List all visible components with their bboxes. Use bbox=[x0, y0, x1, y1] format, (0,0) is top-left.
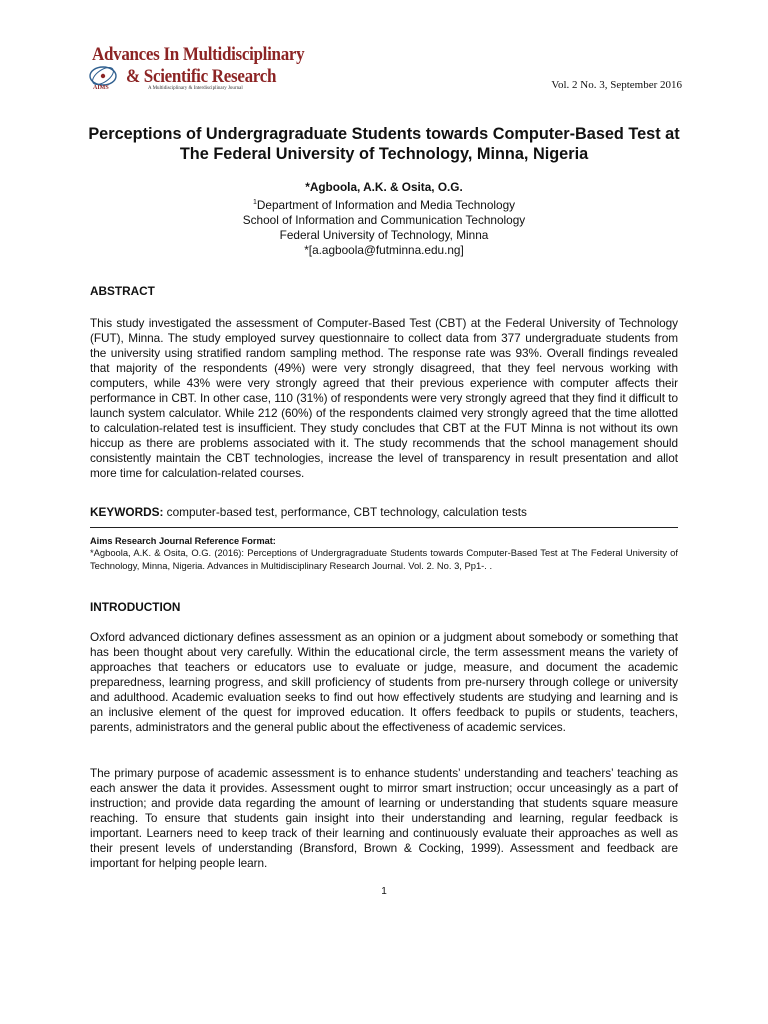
volume-info: Vol. 2 No. 3, September 2016 bbox=[551, 79, 682, 91]
aims-emblem-icon bbox=[88, 63, 118, 91]
introduction-heading: INTRODUCTION bbox=[90, 600, 181, 614]
journal-name-line1: Advances In Multidisciplinary bbox=[92, 43, 305, 65]
journal-subtitle: A Multidisciplinary & Interdisciplinary Journal bbox=[148, 86, 243, 91]
svg-text:AIMS: AIMS bbox=[93, 85, 109, 91]
introduction-paragraph-2: The primary purpose of academic assessment is to enhance students’ understanding and teachers’ teaching as each answer the data it provides. Assessment ought to mirror smart instruction; occur unceasingly as a part of instruction; and provide data regarding the amount of learning or understanding that students square measure reaching. To ensure that students gain insight into their understanding and learning, regular feedback is important. Learners need to keep track of their learning and continuously evaluate their approaches as well as their present levels of understanding (Bransford, Brown & Cocking, 1999). Assessment and feedback are important for helping people learn. bbox=[90, 766, 678, 870]
page-number: 1 bbox=[381, 886, 387, 897]
abstract-text: This study investigated the assessment of Computer-Based Test (CBT) at the Federal University of Technology (FUT), Minna. The study employed survey questionnaire to collect data from 377 undergraduate students from the university using stratified random sampling method. The response rate was 93%. Overall findings revealed that majority of the respondents (49%) were very strongly disagreed, that they feel nervous working with computers, while 43% were very strongly agreed that their previous experience with computer affects their performance in CBT. In other case, 110 (31%) of respondents were very strongly agreed that they find it difficult to launch system calculator. While 212 (60%) of the respondents claimed very strongly agreed that the time allotted to calculation-related test is insufficient. They study concludes that CBT at the FUT Minna is not without its own hiccup as there are problems associated with it. The study recommends that the school management should consistently maintain the CBT technologies, increase the level of transparency in result presentation and allot more time for calculation-related courses. bbox=[90, 316, 678, 480]
reference-format-heading: Aims Research Journal Reference Format: bbox=[90, 536, 276, 546]
introduction-paragraph-1: Oxford advanced dictionary defines assessment as an opinion or a judgment about somebody or something that has been thought about very carefully. Within the educational circle, the term assessment means the variety of approaches that teachers or educators use to evaluate or judge, measure, and document the academic preparedness, learning progress, and skill proficiency of students from pre-nursery through college or university and adulthood. Academic evaluation seeks to find out how effectively students are studying and learning and is an inclusive element of the quest for improved education. It offers feedback to pupils or students, teachers, parents, administrators and the general public about the effectiveness of academic services. bbox=[90, 630, 678, 734]
reference-format-text: *Agboola, A.K. & Osita, O.G. (2016): Perceptions of Undergragraduate Students towards Computer-Based Test at The Federal University of Technology, Minna, Nigeria. Advances in Multidisciplinary Research Journal. Vol. 2. No. 3, Pp1-. . bbox=[90, 547, 678, 571]
section-divider bbox=[90, 527, 678, 528]
author-affiliation bbox=[80, 195, 688, 258]
keywords-line bbox=[90, 505, 690, 520]
affiliation-superscript: 1 bbox=[252, 199, 257, 206]
affiliation-line: $^1$Department of Information and Media Technology bbox=[252, 198, 516, 212]
abstract-heading: ABSTRACT bbox=[90, 284, 155, 298]
affiliation-line: Federal University of Technology, Minna bbox=[279, 228, 489, 242]
keywords-label: KEYWORDS: bbox=[90, 505, 164, 519]
keywords-text: computer-based test, performance, CBT technology, calculation tests bbox=[163, 505, 527, 519]
author-email: *[a.agboola@futminna.edu.ng] bbox=[304, 243, 464, 257]
journal-name-line2: & Scientific Research bbox=[126, 65, 277, 87]
affiliation-line: School of Information and Communication Technology bbox=[242, 213, 526, 227]
journal-logo bbox=[88, 43, 305, 95]
article-title: Perceptions of Undergragraduate Students towards Computer-Based Test at The Federal University of Technology, Minna, Nigeria bbox=[88, 125, 680, 163]
author-names: *Agboola, A.K. & Osita, O.G. bbox=[305, 180, 463, 194]
